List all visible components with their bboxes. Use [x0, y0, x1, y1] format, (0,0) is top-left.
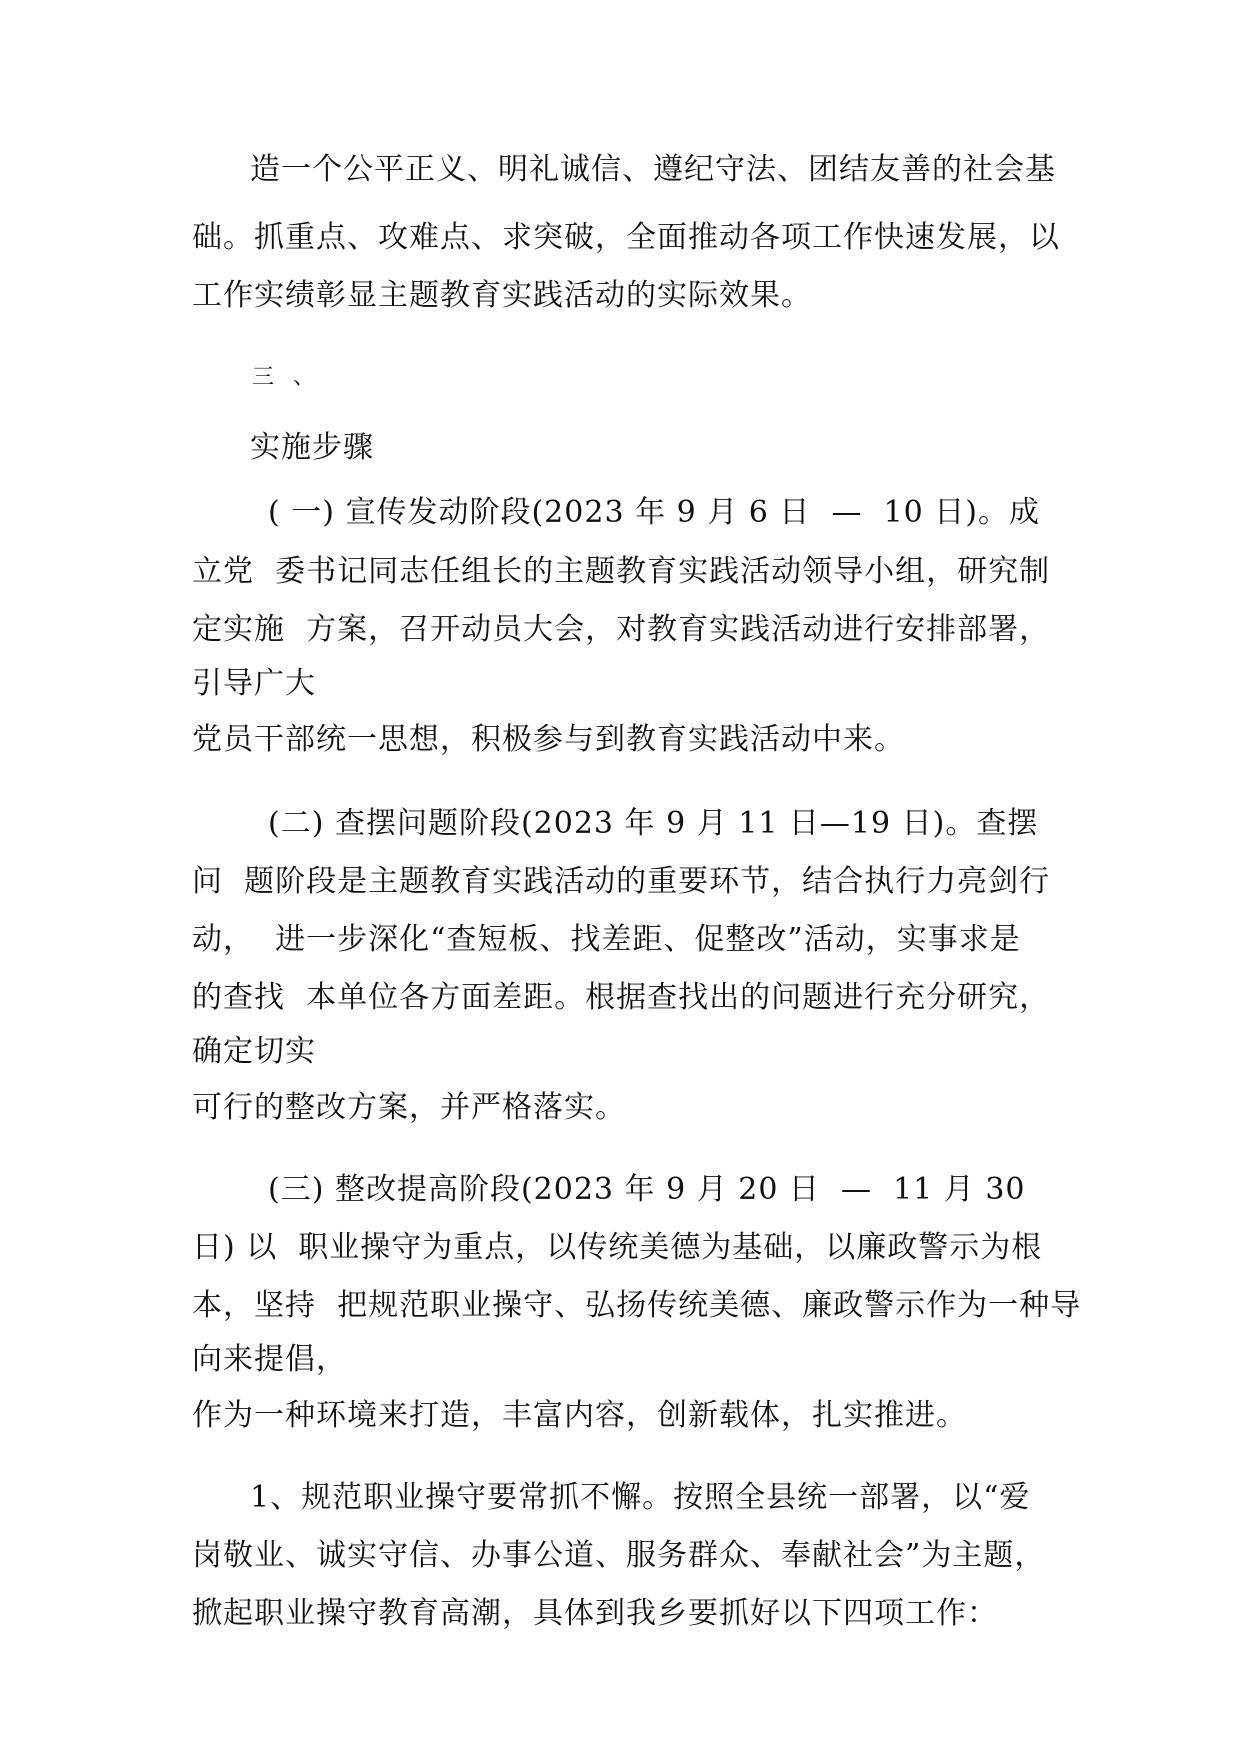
paragraph-3-line-6: 可行的整改方案，并严格落实。: [192, 1090, 626, 1125]
paragraph-4-line-5: 作为一种环境来打造，丰富内容，创新载体，扎实推进。: [192, 1398, 967, 1433]
paragraph-3-line-1: (二) 查摆问题阶段(2023 年 9 月 11 日—19 日)。查摆: [268, 806, 1039, 841]
section-title: 实施步骤: [250, 430, 374, 465]
paragraph-1-line-2: 础。抓重点、攻难点、求突破，全面推动各项工作快速发展，以: [192, 220, 1060, 255]
paragraph-4-line-3: 本，坚持 把规范职业操守、弘扬传统美德、廉政警示作为一种导: [192, 1288, 1082, 1323]
paragraph-4-line-4: 向来提倡，: [192, 1342, 347, 1377]
paragraph-3-line-4: 的查找 本单位各方面差距。根据查找出的问题进行充分研究，: [192, 980, 1051, 1015]
paragraph-1-line-1: 造一个公平正义、明礼诚信、遵纪守法、团结友善的社会基: [250, 152, 1056, 187]
paragraph-4-line-1: (三) 整改提高阶段(2023 年 9 月 20 日 — 11 月 30: [268, 1172, 1026, 1207]
paragraph-5-line-3: 掀起职业操守教育高潮，具体到我乡要抓好以下四项工作：: [192, 1596, 998, 1631]
paragraph-3-line-3: 动， 进一步深化“查短板、找差距、促整改”活动，实事求是: [192, 922, 1021, 957]
paragraph-3-line-2: 问 题阶段是主题教育实践活动的重要环节，结合执行力亮剑行: [192, 864, 1051, 899]
paragraph-5-line-2: 岗敬业、诚实守信、办事公道、服务群众、奉献社会”为主题，: [192, 1538, 1046, 1573]
paragraph-5-line-1: 1、规范职业操守要常抓不懈。按照全县统一部署，以“爱: [250, 1480, 1031, 1515]
paragraph-2-line-1: ( 一) 宣传发动阶段(2023 年 9 月 6 日 — 10 日)。成: [268, 495, 1040, 530]
paragraph-2-line-4: 引导广大: [192, 666, 316, 701]
paragraph-2-line-2: 立党 委书记同志任组长的主题教育实践活动领导小组，研究制: [192, 554, 1051, 589]
paragraph-3-line-5: 确定切实: [192, 1034, 316, 1069]
paragraph-2-line-3: 定实施 方案，召开动员大会，对教育实践活动进行安排部署，: [192, 612, 1051, 647]
paragraph-1-line-3: 工作实绩彰显主题教育实践活动的实际效果。: [192, 278, 812, 313]
paragraph-4-line-2: 日) 以 职业操守为重点，以传统美德为基础，以廉政警示为根: [192, 1230, 1043, 1265]
paragraph-2-line-5: 党员干部统一思想，积极参与到教育实践活动中来。: [192, 722, 905, 757]
section-number: 三 、: [252, 365, 321, 390]
